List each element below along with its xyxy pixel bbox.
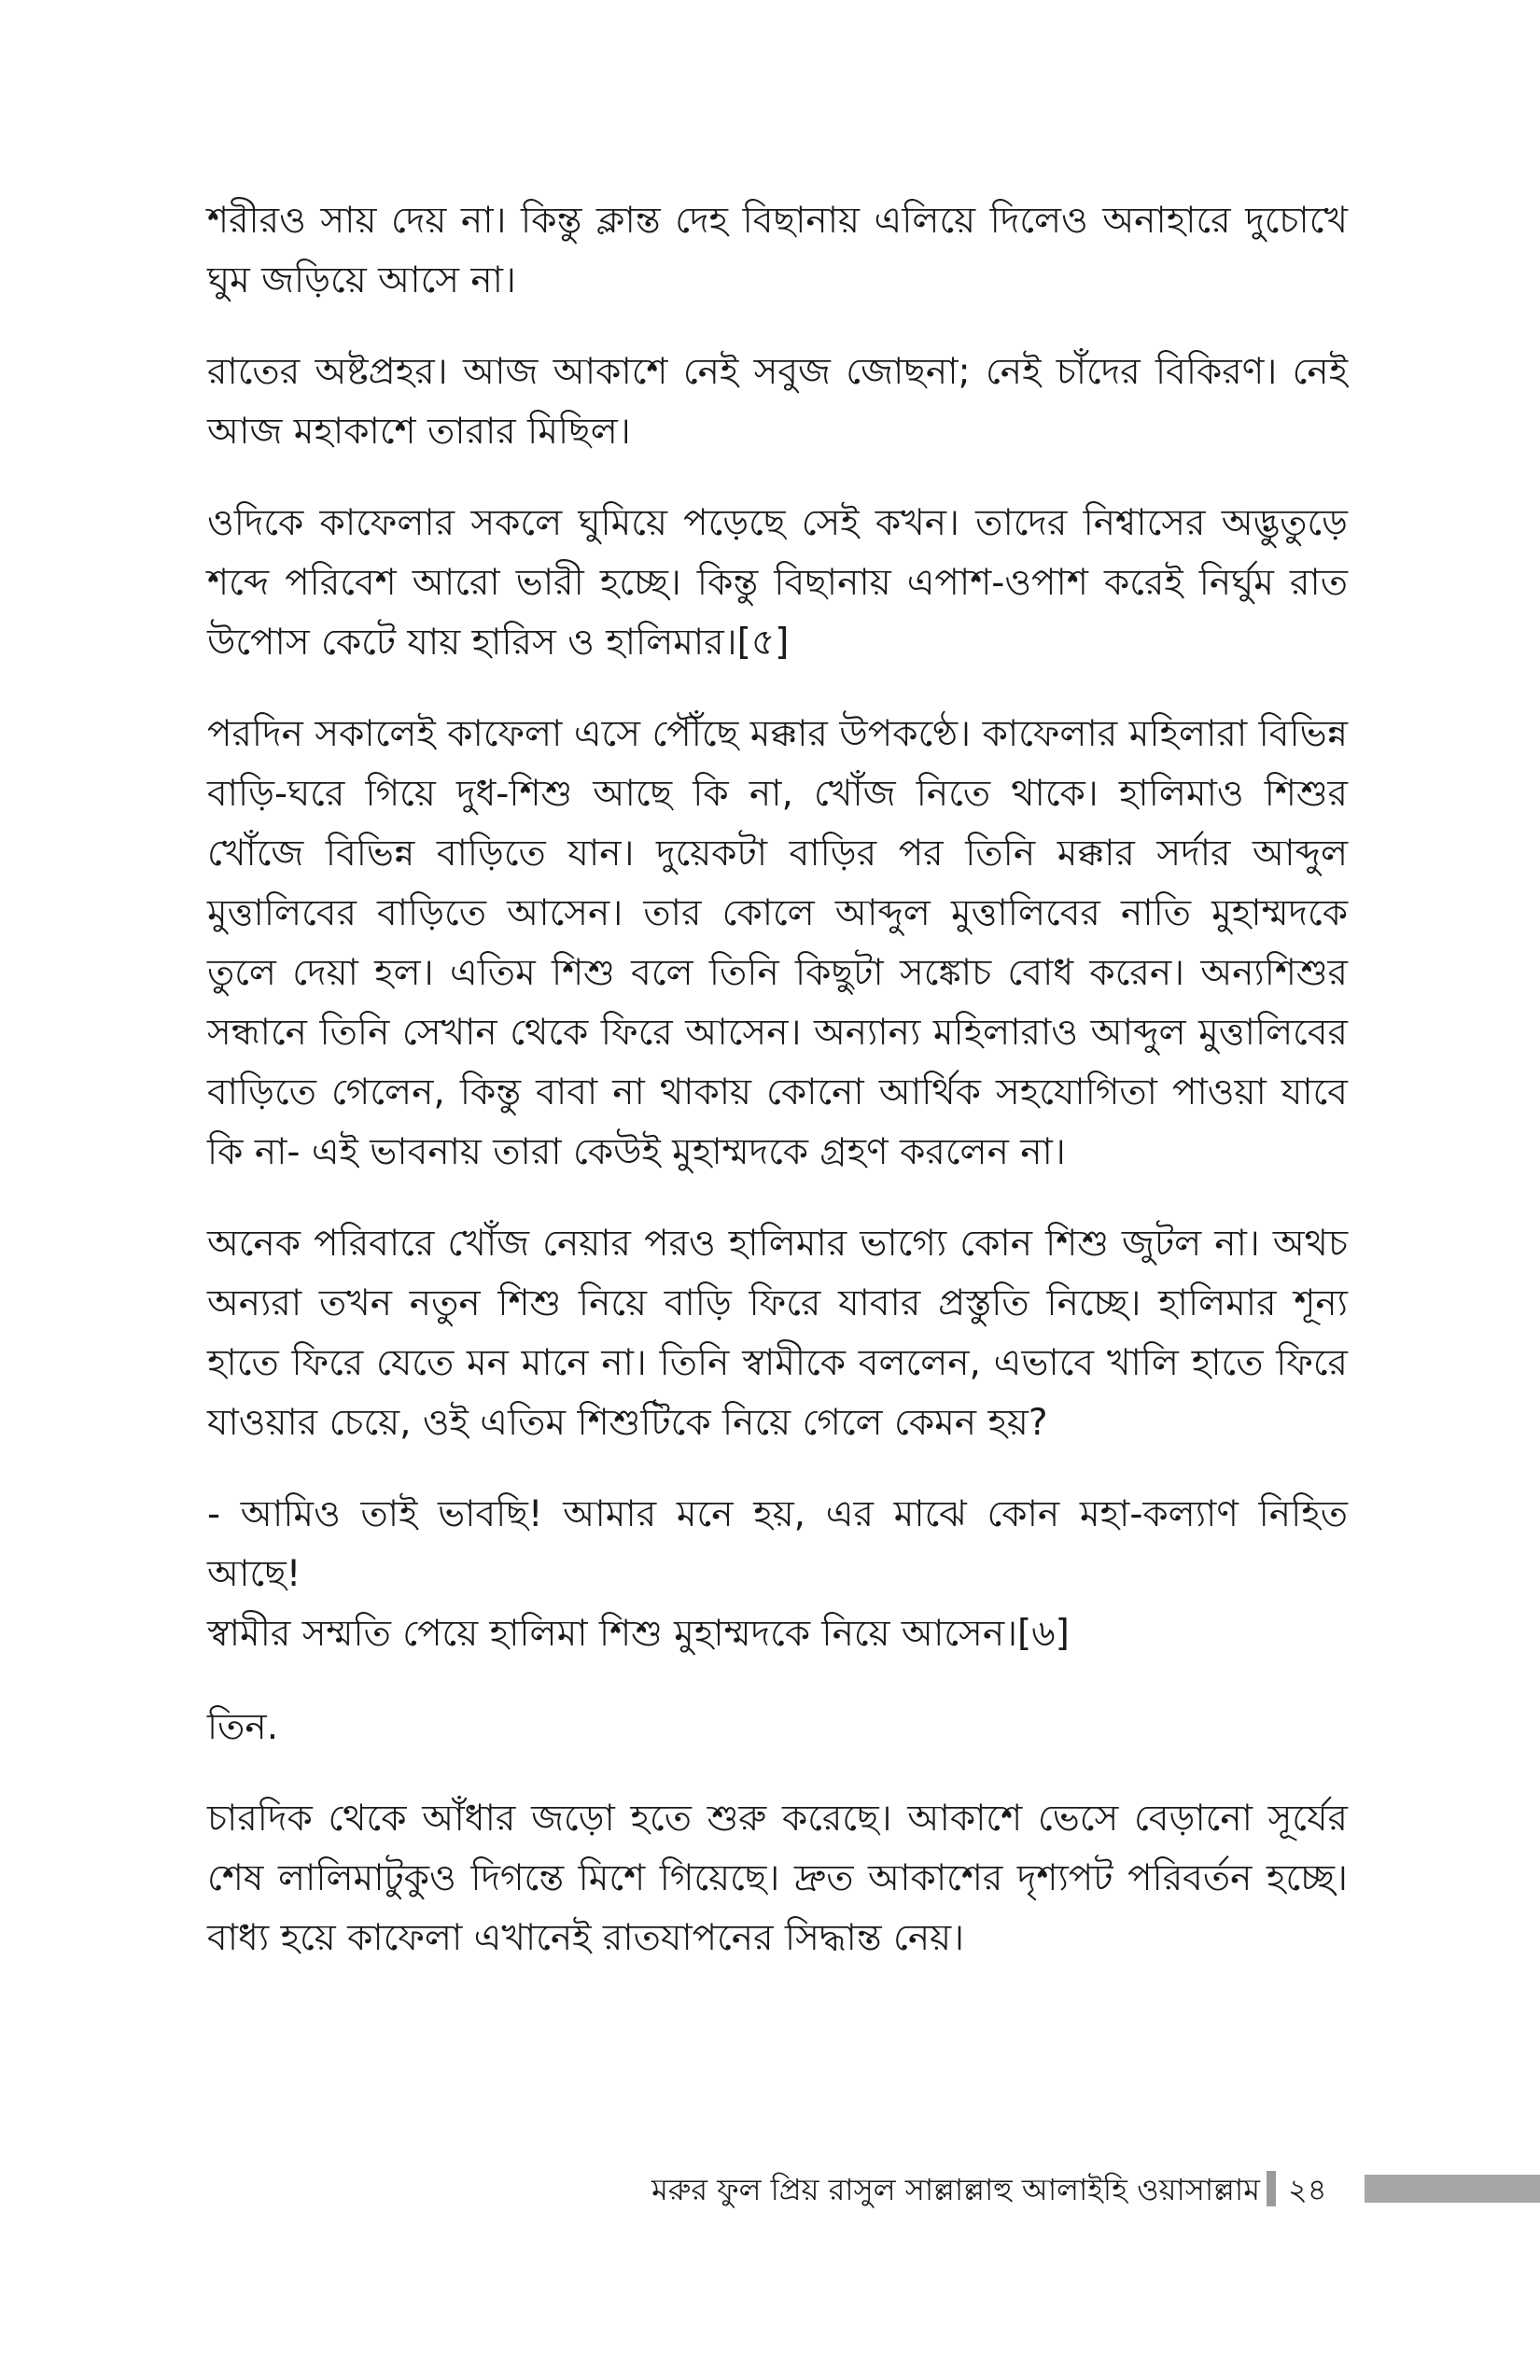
paragraph: অনেক পরিবারে খোঁজ নেয়ার পরও হালিমার ভাগ্যে কোন শিশু জুটল না। অথচ অন্যরা তখন নতুন শিশু নিয়ে বাড়ি ফিরে যাবার প্রস্তুতি নিচ্ছে। হালিমার শূন্য হাতে ফিরে যেতে মন মানে না। তিনি স্বামীকে বললেন, এভাবে খালি হাতে ফিরে যাওয়ার চেয়ে, ওই এতিম শিশুটিকে নিয়ে গেলে কেমন হয়? bbox=[207, 1223, 1348, 1444]
page-footer bbox=[0, 2163, 1540, 2219]
paragraph: শরীরও সায় দেয় না। কিন্তু ক্লান্ত দেহ বিছানায় এলিয়ে দিলেও অনাহারে দুচোখে ঘুম জড়িয়ে আসে না। bbox=[207, 200, 1348, 301]
paragraph: রাতের অষ্টপ্রহর। আজ আকাশে নেই সবুজ জোছনা; নেই চাঁদের বিকিরণ। নেই আজ মহাকাশে তারার মিছিল। bbox=[207, 351, 1348, 453]
paragraph: ওদিকে কাফেলার সকলে ঘুমিয়ে পড়েছে সেই কখন। তাদের নিশ্বাসের অদ্ভুতুড়ে শব্দে পরিবেশ আরো ভারী হচ্ছে। কিন্তু বিছানায় এপাশ-ওপাশ করেই নির্ঘুম রাত উপোস কেটে যায় হারিস ও হালিমার।[৫] bbox=[207, 502, 1348, 664]
paragraph: স্বামীর সম্মতি পেয়ে হালিমা শিশু মুহাম্মদকে নিয়ে আসেন।[৬] bbox=[207, 1613, 1070, 1655]
dialogue-line: - আমিও তাই ভাবছি! আমার মনে হয়, এর মাঝে কোন মহা-কল্যাণ নিহিত আছে! bbox=[207, 1493, 1348, 1595]
section-heading: তিন. bbox=[207, 1706, 279, 1748]
page-body bbox=[207, 191, 1348, 2000]
page-number: ২৪ bbox=[1288, 2172, 1327, 2207]
footer-bar bbox=[1365, 2175, 1540, 2203]
footer-separator bbox=[1267, 2171, 1276, 2206]
book-title: মরুর ফুল প্রিয় রাসুল সাল্লাল্লাহু আলাইহি ওয়াসাল্লাম bbox=[651, 2172, 1260, 2207]
paragraph: পরদিন সকালেই কাফেলা এসে পৌঁছে মক্কার উপকণ্ঠে। কাফেলার মহিলারা বিভিন্ন বাড়ি-ঘরে গিয়ে দুধ-শিশু আছে কি না, খোঁজ নিতে থাকে। হালিমাও শিশুর খোঁজে বিভিন্ন বাড়িতে যান। দুয়েকটা বাড়ির পর তিনি মক্কার সর্দার আব্দুল মুত্তালিবের বাড়িতে আসেন। তার কোলে আব্দুল মুত্তালিবের নাতি মুহাম্মদকে তুলে দেয়া হল। এতিম শিশু বলে তিনি কিছুটা সঙ্কোচ বোধ করেন। অন্যশিশুর সন্ধানে তিনি সেখান থেকে ফিরে আসেন। অন্যান্য মহিলারাও আব্দুল মুত্তালিবের বাড়িতে গেলেন, কিন্তু বাবা না থাকায় কোনো আর্থিক সহযোগিতা পাওয়া যাবে কি না- এই ভাবনায় তারা কেউই মুহাম্মদকে গ্রহণ করলেন না। bbox=[207, 713, 1348, 1173]
paragraph: চারদিক থেকে আঁধার জড়ো হতে শুরু করেছে। আকাশে ভেসে বেড়ানো সূর্যের শেষ লালিমাটুকুও দিগন্তে মিশে গিয়েছে। দ্রুত আকাশের দৃশ্যপট পরিবর্তন হচ্ছে। বাধ্য হয়ে কাফেলা এখানেই রাতযাপনের সিদ্ধান্ত নেয়। bbox=[207, 1798, 1348, 1959]
